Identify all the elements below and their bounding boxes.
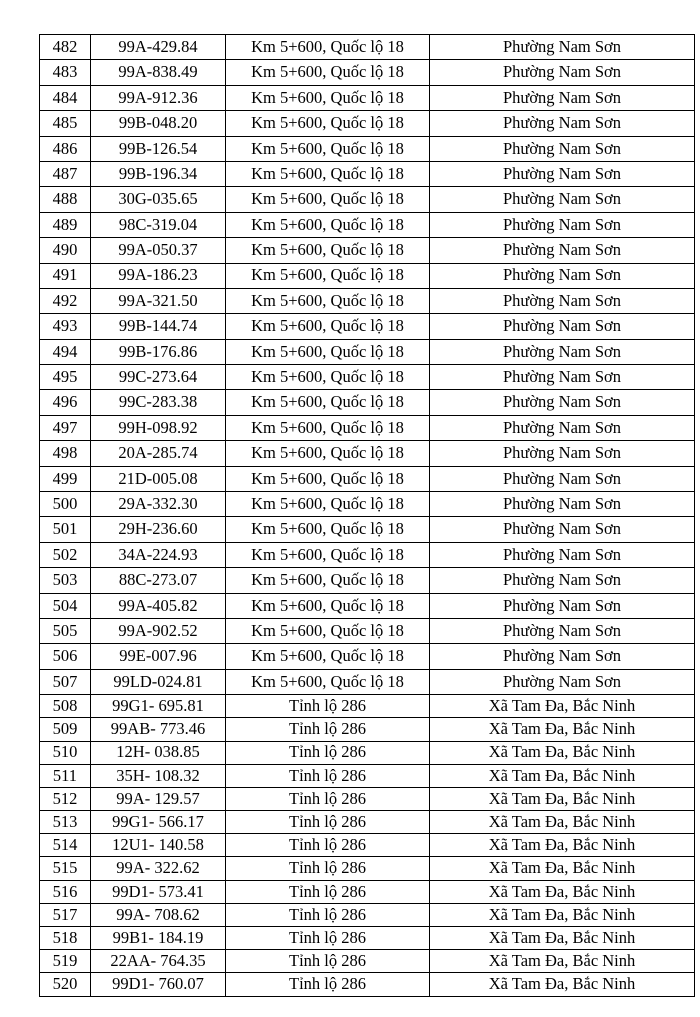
row-number-cell: 489 — [40, 212, 91, 237]
row-number-cell: 507 — [40, 669, 91, 694]
unit-cell: Xã Tam Đa, Bắc Ninh — [430, 834, 695, 857]
license-plate-cell: 99D1- 760.07 — [91, 973, 226, 996]
unit-cell: Phường Nam Sơn — [430, 390, 695, 415]
row-number-cell: 504 — [40, 593, 91, 618]
location-cell: Km 5+600, Quốc lộ 18 — [226, 568, 430, 593]
row-number-cell: 494 — [40, 339, 91, 364]
table-row — [40, 834, 695, 857]
row-number-cell: 488 — [40, 187, 91, 212]
license-plate-cell: 99A-050.37 — [91, 238, 226, 263]
location-cell: Km 5+600, Quốc lộ 18 — [226, 492, 430, 517]
location-cell: Tỉnh lộ 286 — [226, 857, 430, 880]
row-number-cell: 498 — [40, 441, 91, 466]
unit-cell: Phường Nam Sơn — [430, 542, 695, 567]
row-number-cell: 519 — [40, 950, 91, 973]
row-number-cell: 515 — [40, 857, 91, 880]
location-cell: Km 5+600, Quốc lộ 18 — [226, 390, 430, 415]
table-row — [40, 35, 695, 60]
license-plate-cell: 34A-224.93 — [91, 542, 226, 567]
unit-cell: Phường Nam Sơn — [430, 441, 695, 466]
row-number-cell: 497 — [40, 415, 91, 440]
table-body — [40, 35, 695, 997]
row-number-cell: 495 — [40, 365, 91, 390]
license-plate-cell: 30G-035.65 — [91, 187, 226, 212]
unit-cell: Phường Nam Sơn — [430, 314, 695, 339]
license-plate-cell: 99D1- 573.41 — [91, 880, 226, 903]
row-number-cell: 508 — [40, 695, 91, 718]
license-plate-cell: 20A-285.74 — [91, 441, 226, 466]
table-row — [40, 568, 695, 593]
table-row — [40, 857, 695, 880]
unit-cell: Phường Nam Sơn — [430, 263, 695, 288]
license-plate-cell: 99A-186.23 — [91, 263, 226, 288]
row-number-cell: 501 — [40, 517, 91, 542]
table-row — [40, 517, 695, 542]
location-cell: Km 5+600, Quốc lộ 18 — [226, 415, 430, 440]
license-plate-cell: 99A-912.36 — [91, 85, 226, 110]
table-row — [40, 441, 695, 466]
table-row — [40, 466, 695, 491]
license-plate-cell: 99A-405.82 — [91, 593, 226, 618]
table-row — [40, 136, 695, 161]
unit-cell: Xã Tam Đa, Bắc Ninh — [430, 903, 695, 926]
row-number-cell: 520 — [40, 973, 91, 996]
location-cell: Km 5+600, Quốc lộ 18 — [226, 136, 430, 161]
location-cell: Tỉnh lộ 286 — [226, 695, 430, 718]
location-cell: Tỉnh lộ 286 — [226, 787, 430, 810]
location-cell: Km 5+600, Quốc lộ 18 — [226, 161, 430, 186]
table-row — [40, 85, 695, 110]
license-plate-cell: 12U1- 140.58 — [91, 834, 226, 857]
table-row — [40, 741, 695, 764]
unit-cell: Phường Nam Sơn — [430, 466, 695, 491]
location-cell: Tỉnh lộ 286 — [226, 950, 430, 973]
location-cell: Km 5+600, Quốc lộ 18 — [226, 187, 430, 212]
license-plate-cell: 99A- 708.62 — [91, 903, 226, 926]
violation-table — [39, 34, 695, 997]
row-number-cell: 503 — [40, 568, 91, 593]
table-row — [40, 60, 695, 85]
location-cell: Tỉnh lộ 286 — [226, 741, 430, 764]
unit-cell: Phường Nam Sơn — [430, 238, 695, 263]
license-plate-cell: 99B-144.74 — [91, 314, 226, 339]
table-row — [40, 903, 695, 926]
location-cell: Km 5+600, Quốc lộ 18 — [226, 212, 430, 237]
table-row — [40, 415, 695, 440]
license-plate-cell: 29A-332.30 — [91, 492, 226, 517]
license-plate-cell: 99LD-024.81 — [91, 669, 226, 694]
unit-cell: Phường Nam Sơn — [430, 136, 695, 161]
row-number-cell: 493 — [40, 314, 91, 339]
unit-cell: Xã Tam Đa, Bắc Ninh — [430, 927, 695, 950]
row-number-cell: 505 — [40, 618, 91, 643]
row-number-cell: 490 — [40, 238, 91, 263]
license-plate-cell: 99B-126.54 — [91, 136, 226, 161]
table-row — [40, 365, 695, 390]
location-cell: Tỉnh lộ 286 — [226, 718, 430, 741]
row-number-cell: 487 — [40, 161, 91, 186]
table-row — [40, 187, 695, 212]
row-number-cell: 482 — [40, 35, 91, 60]
location-cell: Km 5+600, Quốc lộ 18 — [226, 263, 430, 288]
license-plate-cell: 98C-319.04 — [91, 212, 226, 237]
table-row — [40, 927, 695, 950]
row-number-cell: 491 — [40, 263, 91, 288]
row-number-cell: 502 — [40, 542, 91, 567]
location-cell: Km 5+600, Quốc lộ 18 — [226, 593, 430, 618]
table-row — [40, 618, 695, 643]
row-number-cell: 483 — [40, 60, 91, 85]
location-cell: Km 5+600, Quốc lộ 18 — [226, 466, 430, 491]
unit-cell: Phường Nam Sơn — [430, 669, 695, 694]
row-number-cell: 496 — [40, 390, 91, 415]
unit-cell: Phường Nam Sơn — [430, 339, 695, 364]
location-cell: Tỉnh lộ 286 — [226, 903, 430, 926]
location-cell: Tỉnh lộ 286 — [226, 973, 430, 996]
location-cell: Tỉnh lộ 286 — [226, 880, 430, 903]
license-plate-cell: 99A-429.84 — [91, 35, 226, 60]
row-number-cell: 485 — [40, 111, 91, 136]
license-plate-cell: 99H-098.92 — [91, 415, 226, 440]
unit-cell: Phường Nam Sơn — [430, 492, 695, 517]
unit-cell: Phường Nam Sơn — [430, 517, 695, 542]
table-row — [40, 787, 695, 810]
license-plate-cell: 99A- 322.62 — [91, 857, 226, 880]
unit-cell: Phường Nam Sơn — [430, 415, 695, 440]
license-plate-cell: 99E-007.96 — [91, 644, 226, 669]
license-plate-cell: 22AA- 764.35 — [91, 950, 226, 973]
unit-cell: Xã Tam Đa, Bắc Ninh — [430, 764, 695, 787]
table-row — [40, 764, 695, 787]
table-row — [40, 390, 695, 415]
location-cell: Km 5+600, Quốc lộ 18 — [226, 238, 430, 263]
row-number-cell: 516 — [40, 880, 91, 903]
table-row — [40, 263, 695, 288]
row-number-cell: 492 — [40, 288, 91, 313]
location-cell: Km 5+600, Quốc lộ 18 — [226, 618, 430, 643]
license-plate-cell: 99G1- 695.81 — [91, 695, 226, 718]
unit-cell: Xã Tam Đa, Bắc Ninh — [430, 695, 695, 718]
row-number-cell: 514 — [40, 834, 91, 857]
table-row — [40, 161, 695, 186]
location-cell: Km 5+600, Quốc lộ 18 — [226, 111, 430, 136]
license-plate-cell: 29H-236.60 — [91, 517, 226, 542]
location-cell: Tỉnh lộ 286 — [226, 927, 430, 950]
license-plate-cell: 99B-048.20 — [91, 111, 226, 136]
location-cell: Km 5+600, Quốc lộ 18 — [226, 517, 430, 542]
unit-cell: Phường Nam Sơn — [430, 111, 695, 136]
location-cell: Km 5+600, Quốc lộ 18 — [226, 35, 430, 60]
license-plate-cell: 35H- 108.32 — [91, 764, 226, 787]
unit-cell: Xã Tam Đa, Bắc Ninh — [430, 741, 695, 764]
license-plate-cell: 99C-283.38 — [91, 390, 226, 415]
location-cell: Km 5+600, Quốc lộ 18 — [226, 441, 430, 466]
table-row — [40, 314, 695, 339]
location-cell: Km 5+600, Quốc lộ 18 — [226, 314, 430, 339]
location-cell: Tỉnh lộ 286 — [226, 811, 430, 834]
table-row — [40, 695, 695, 718]
table-row — [40, 880, 695, 903]
location-cell: Tỉnh lộ 286 — [226, 764, 430, 787]
unit-cell: Phường Nam Sơn — [430, 568, 695, 593]
location-cell: Km 5+600, Quốc lộ 18 — [226, 339, 430, 364]
license-plate-cell: 99C-273.64 — [91, 365, 226, 390]
row-number-cell: 513 — [40, 811, 91, 834]
table-row — [40, 288, 695, 313]
unit-cell: Phường Nam Sơn — [430, 288, 695, 313]
unit-cell: Xã Tam Đa, Bắc Ninh — [430, 973, 695, 996]
license-plate-cell: 99AB- 773.46 — [91, 718, 226, 741]
unit-cell: Phường Nam Sơn — [430, 187, 695, 212]
table-row — [40, 492, 695, 517]
unit-cell: Phường Nam Sơn — [430, 365, 695, 390]
row-number-cell: 517 — [40, 903, 91, 926]
license-plate-cell: 99B1- 184.19 — [91, 927, 226, 950]
unit-cell: Phường Nam Sơn — [430, 85, 695, 110]
unit-cell: Xã Tam Đa, Bắc Ninh — [430, 880, 695, 903]
location-cell: Km 5+600, Quốc lộ 18 — [226, 288, 430, 313]
location-cell: Km 5+600, Quốc lộ 18 — [226, 60, 430, 85]
table-row — [40, 212, 695, 237]
unit-cell: Xã Tam Đa, Bắc Ninh — [430, 787, 695, 810]
row-number-cell: 500 — [40, 492, 91, 517]
unit-cell: Xã Tam Đa, Bắc Ninh — [430, 857, 695, 880]
license-plate-cell: 99B-196.34 — [91, 161, 226, 186]
row-number-cell: 518 — [40, 927, 91, 950]
table-row — [40, 339, 695, 364]
license-plate-cell: 99A-321.50 — [91, 288, 226, 313]
row-number-cell: 511 — [40, 764, 91, 787]
unit-cell: Phường Nam Sơn — [430, 593, 695, 618]
row-number-cell: 512 — [40, 787, 91, 810]
license-plate-cell: 99A-902.52 — [91, 618, 226, 643]
location-cell: Km 5+600, Quốc lộ 18 — [226, 669, 430, 694]
row-number-cell: 506 — [40, 644, 91, 669]
location-cell: Km 5+600, Quốc lộ 18 — [226, 542, 430, 567]
unit-cell: Xã Tam Đa, Bắc Ninh — [430, 811, 695, 834]
table-row — [40, 718, 695, 741]
table-row — [40, 669, 695, 694]
table-row — [40, 238, 695, 263]
license-plate-cell: 99G1- 566.17 — [91, 811, 226, 834]
location-cell: Km 5+600, Quốc lộ 18 — [226, 85, 430, 110]
unit-cell: Phường Nam Sơn — [430, 212, 695, 237]
license-plate-cell: 12H- 038.85 — [91, 741, 226, 764]
row-number-cell: 510 — [40, 741, 91, 764]
unit-cell: Xã Tam Đa, Bắc Ninh — [430, 950, 695, 973]
table-row — [40, 811, 695, 834]
table-row — [40, 973, 695, 996]
unit-cell: Phường Nam Sơn — [430, 644, 695, 669]
row-number-cell: 484 — [40, 85, 91, 110]
table-row — [40, 593, 695, 618]
license-plate-cell: 99A-838.49 — [91, 60, 226, 85]
table-row — [40, 644, 695, 669]
license-plate-cell: 99B-176.86 — [91, 339, 226, 364]
unit-cell: Phường Nam Sơn — [430, 60, 695, 85]
table-row — [40, 950, 695, 973]
location-cell: Tỉnh lộ 286 — [226, 834, 430, 857]
table-row — [40, 542, 695, 567]
row-number-cell: 499 — [40, 466, 91, 491]
location-cell: Km 5+600, Quốc lộ 18 — [226, 365, 430, 390]
unit-cell: Phường Nam Sơn — [430, 35, 695, 60]
unit-cell: Phường Nam Sơn — [430, 161, 695, 186]
table-row — [40, 111, 695, 136]
unit-cell: Phường Nam Sơn — [430, 618, 695, 643]
row-number-cell: 509 — [40, 718, 91, 741]
license-plate-cell: 21D-005.08 — [91, 466, 226, 491]
unit-cell: Xã Tam Đa, Bắc Ninh — [430, 718, 695, 741]
location-cell: Km 5+600, Quốc lộ 18 — [226, 644, 430, 669]
license-plate-cell: 88C-273.07 — [91, 568, 226, 593]
row-number-cell: 486 — [40, 136, 91, 161]
license-plate-cell: 99A- 129.57 — [91, 787, 226, 810]
